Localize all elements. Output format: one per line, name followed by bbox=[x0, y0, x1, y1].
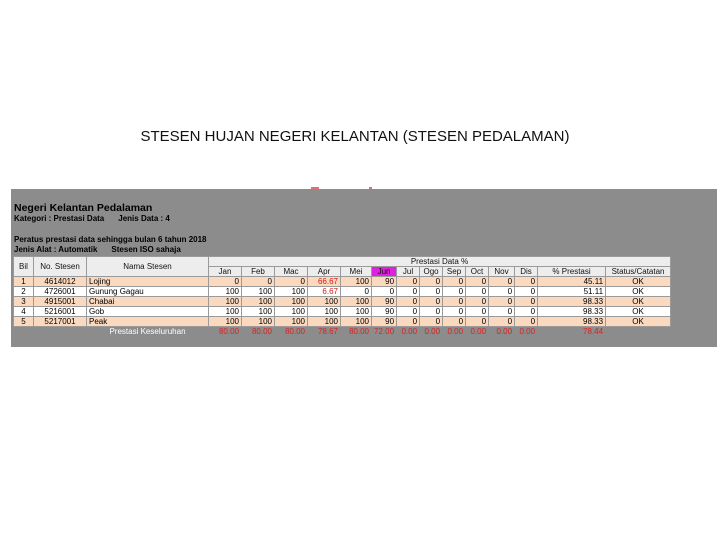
month-value-cell: 6.67 bbox=[308, 287, 341, 297]
stesen-iso-text: Stesen ISO sahaja bbox=[111, 245, 181, 254]
month-header: Apr bbox=[308, 267, 341, 277]
month-value-cell: 0 bbox=[420, 307, 443, 317]
month-value-cell: 0 bbox=[443, 287, 466, 297]
total-value-cell: 0.00 bbox=[489, 327, 515, 337]
month-value-cell: 100 bbox=[209, 287, 242, 297]
month-value-cell: 66.67 bbox=[308, 277, 341, 287]
slide-title: STESEN HUJAN NEGERI KELANTAN (STESEN PEDALAMAN) bbox=[140, 128, 570, 145]
month-value-cell: 0 bbox=[443, 277, 466, 287]
month-value-cell: 0 bbox=[489, 317, 515, 327]
month-value-cell: 0 bbox=[466, 277, 489, 287]
month-header: Nov bbox=[489, 267, 515, 277]
total-label: Prestasi Keseluruhan bbox=[87, 327, 209, 337]
month-value-cell: 100 bbox=[308, 317, 341, 327]
total-value-cell: 0.00 bbox=[420, 327, 443, 337]
month-value-cell: 0 bbox=[275, 277, 308, 287]
total-value-cell: 0.00 bbox=[515, 327, 538, 337]
month-value-cell: 100 bbox=[275, 287, 308, 297]
month-value-cell: 0 bbox=[397, 307, 420, 317]
no-stesen-cell: 4726001 bbox=[34, 287, 87, 297]
month-value-cell: 0 bbox=[466, 287, 489, 297]
bil-cell: 1 bbox=[14, 277, 34, 287]
status-cell: OK bbox=[606, 307, 671, 317]
spreadsheet-image bbox=[11, 189, 717, 347]
month-value-cell: 0 bbox=[397, 287, 420, 297]
month-value-cell: 0 bbox=[515, 297, 538, 307]
total-blank-cell bbox=[34, 327, 87, 337]
nama-stesen-cell: Peak bbox=[87, 317, 209, 327]
no-stesen-cell: 4614012 bbox=[34, 277, 87, 287]
month-value-cell: 0 bbox=[242, 277, 275, 287]
table-row bbox=[14, 287, 671, 297]
month-value-cell: 90 bbox=[372, 297, 397, 307]
month-value-cell: 100 bbox=[275, 297, 308, 307]
month-value-cell: 0 bbox=[209, 277, 242, 287]
table-body bbox=[14, 277, 671, 337]
month-value-cell: 0 bbox=[466, 317, 489, 327]
total-value-cell: 80.00 bbox=[209, 327, 242, 337]
month-value-cell: 0 bbox=[489, 277, 515, 287]
total-value-cell: 80.00 bbox=[275, 327, 308, 337]
month-header: Mac bbox=[275, 267, 308, 277]
total-value-cell: 80.00 bbox=[242, 327, 275, 337]
total-pct-cell: 78.44 bbox=[538, 327, 606, 337]
table-row bbox=[14, 277, 671, 287]
month-value-cell: 0 bbox=[515, 307, 538, 317]
month-value-cell: 0 bbox=[443, 307, 466, 317]
col-status-header: Status/Catatan bbox=[606, 267, 671, 277]
total-value-cell: 78.67 bbox=[308, 327, 341, 337]
sheet-title: Negeri Kelantan Pedalaman bbox=[14, 202, 153, 214]
pct-cell: 98.33 bbox=[538, 307, 606, 317]
total-value-cell: 80.00 bbox=[341, 327, 372, 337]
nama-stesen-cell: Gunung Gagau bbox=[87, 287, 209, 297]
col-nama-stesen-header: Nama Stesen bbox=[87, 257, 209, 277]
pct-cell: 98.33 bbox=[538, 297, 606, 307]
month-value-cell: 0 bbox=[341, 287, 372, 297]
col-no-stesen-header: No. Stesen bbox=[34, 257, 87, 277]
month-header: Jul bbox=[397, 267, 420, 277]
month-value-cell: 0 bbox=[397, 277, 420, 287]
month-value-cell: 100 bbox=[308, 297, 341, 307]
month-header: Ogo bbox=[420, 267, 443, 277]
table-row bbox=[14, 307, 671, 317]
no-stesen-cell: 4915001 bbox=[34, 297, 87, 307]
bil-cell: 3 bbox=[14, 297, 34, 307]
table-row bbox=[14, 317, 671, 327]
month-value-cell: 100 bbox=[242, 317, 275, 327]
sheet-alat-line bbox=[14, 245, 181, 254]
month-header: Jan bbox=[209, 267, 242, 277]
month-header: Oct bbox=[466, 267, 489, 277]
month-value-cell: 0 bbox=[397, 317, 420, 327]
month-value-cell: 0 bbox=[489, 307, 515, 317]
no-stesen-cell: 5217001 bbox=[34, 317, 87, 327]
jenis-data-text: Jenis Data : 4 bbox=[118, 214, 170, 223]
month-value-cell: 0 bbox=[466, 297, 489, 307]
nama-stesen-cell: Gob bbox=[87, 307, 209, 317]
month-value-cell: 0 bbox=[397, 297, 420, 307]
total-value-cell: 72.00 bbox=[372, 327, 397, 337]
total-value-cell: 0.00 bbox=[443, 327, 466, 337]
month-value-cell: 0 bbox=[515, 287, 538, 297]
total-value-cell: 0.00 bbox=[397, 327, 420, 337]
month-value-cell: 100 bbox=[275, 317, 308, 327]
nama-stesen-cell: Lojing bbox=[87, 277, 209, 287]
month-value-cell: 100 bbox=[209, 317, 242, 327]
month-value-cell: 100 bbox=[341, 307, 372, 317]
month-value-cell: 0 bbox=[466, 307, 489, 317]
total-value-cell: 0.00 bbox=[466, 327, 489, 337]
col-pct-header: % Prestasi bbox=[538, 267, 606, 277]
bil-cell: 4 bbox=[14, 307, 34, 317]
month-value-cell: 100 bbox=[308, 307, 341, 317]
bil-cell: 5 bbox=[14, 317, 34, 327]
month-value-cell: 0 bbox=[443, 317, 466, 327]
month-value-cell: 0 bbox=[489, 297, 515, 307]
month-value-cell: 0 bbox=[420, 317, 443, 327]
month-value-cell: 100 bbox=[341, 277, 372, 287]
total-blank-cell bbox=[606, 327, 671, 337]
month-value-cell: 90 bbox=[372, 317, 397, 327]
prestasi-table bbox=[13, 256, 671, 337]
total-row bbox=[14, 327, 671, 337]
no-stesen-cell: 5216001 bbox=[34, 307, 87, 317]
nama-stesen-cell: Chabai bbox=[87, 297, 209, 307]
month-value-cell: 0 bbox=[420, 297, 443, 307]
col-bil-header: Bil bbox=[14, 257, 34, 277]
month-value-cell: 0 bbox=[443, 297, 466, 307]
month-value-cell: 0 bbox=[420, 287, 443, 297]
jenis-alat-text: Jenis Alat : Automatik bbox=[14, 245, 98, 254]
pct-cell: 98.33 bbox=[538, 317, 606, 327]
month-value-cell: 100 bbox=[209, 297, 242, 307]
status-cell: OK bbox=[606, 287, 671, 297]
table-row bbox=[14, 297, 671, 307]
status-cell: OK bbox=[606, 277, 671, 287]
month-value-cell: 0 bbox=[515, 277, 538, 287]
kategori-text: Kategori : Prestasi Data bbox=[14, 214, 105, 223]
month-header: Dis bbox=[515, 267, 538, 277]
month-value-cell: 100 bbox=[341, 297, 372, 307]
month-header: Jun bbox=[372, 267, 397, 277]
month-header: Sep bbox=[443, 267, 466, 277]
month-value-cell: 100 bbox=[209, 307, 242, 317]
peratus-text: Peratus prestasi data sehingga bulan 6 tahun 2018 bbox=[14, 235, 207, 244]
month-value-cell: 0 bbox=[489, 287, 515, 297]
month-value-cell: 0 bbox=[515, 317, 538, 327]
sheet-category-line bbox=[14, 214, 170, 223]
month-value-cell: 100 bbox=[242, 287, 275, 297]
month-header: Mei bbox=[341, 267, 372, 277]
month-value-cell: 100 bbox=[275, 307, 308, 317]
status-cell: OK bbox=[606, 297, 671, 307]
status-cell: OK bbox=[606, 317, 671, 327]
month-value-cell: 90 bbox=[372, 277, 397, 287]
col-prestasi-header: Prestasi Data % bbox=[209, 257, 671, 267]
bil-cell: 2 bbox=[14, 287, 34, 297]
table-header-row-1 bbox=[14, 257, 671, 267]
month-value-cell: 0 bbox=[372, 287, 397, 297]
month-value-cell: 100 bbox=[242, 297, 275, 307]
pct-cell: 51.11 bbox=[538, 287, 606, 297]
month-header: Feb bbox=[242, 267, 275, 277]
month-value-cell: 0 bbox=[420, 277, 443, 287]
total-blank-cell bbox=[14, 327, 34, 337]
month-value-cell: 100 bbox=[242, 307, 275, 317]
pct-cell: 45.11 bbox=[538, 277, 606, 287]
month-value-cell: 100 bbox=[341, 317, 372, 327]
month-value-cell: 90 bbox=[372, 307, 397, 317]
